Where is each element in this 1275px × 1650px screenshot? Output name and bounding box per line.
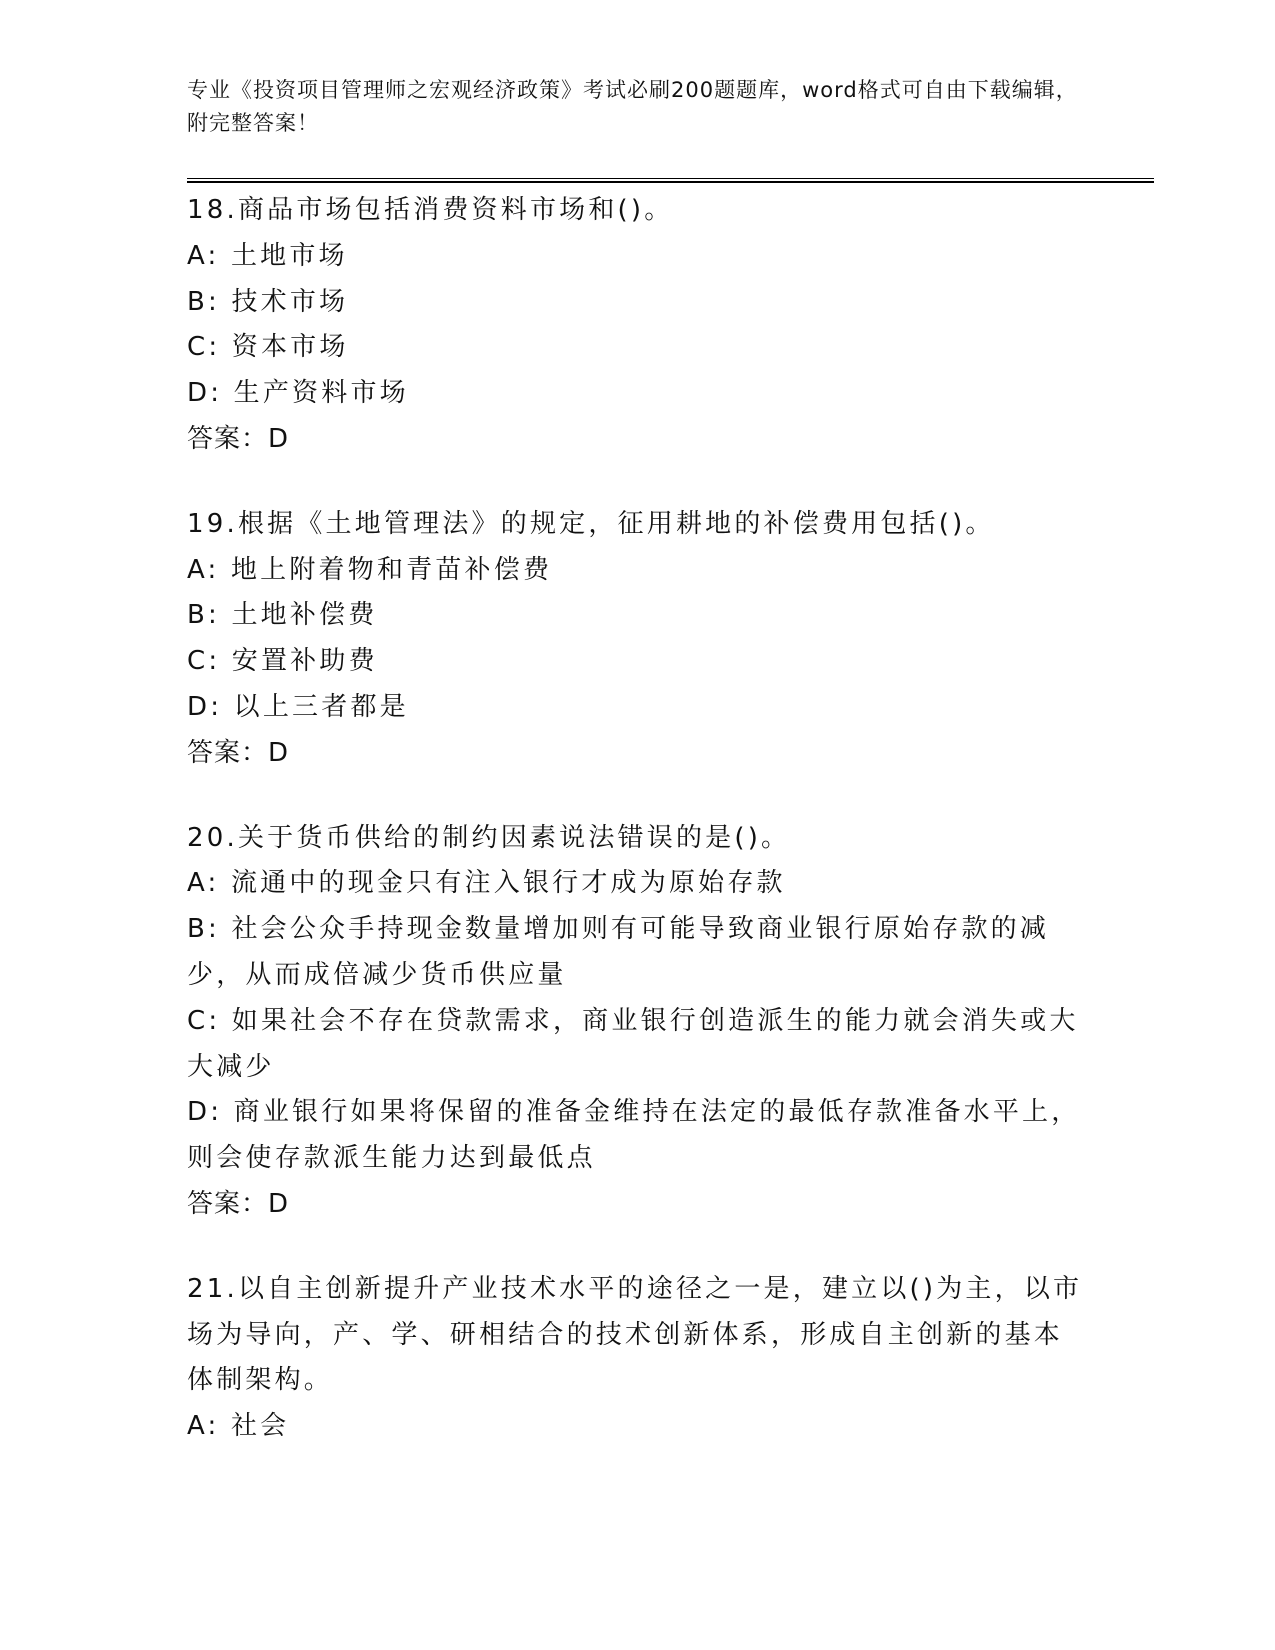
option-b: B: 土地补偿费 <box>187 600 378 631</box>
option-a: A: 土地市场 <box>187 240 348 271</box>
option-d: D: 生产资料市场 <box>187 378 409 409</box>
question-20 <box>187 816 1087 1228</box>
option-c: C: 资本市场 <box>187 332 349 363</box>
option-a: A: 社会 <box>187 1411 290 1442</box>
question-stem: 20.关于货币供给的制约因素说法错误的是()。 <box>187 822 791 853</box>
question-21 <box>187 1267 1087 1450</box>
answer-text: 答案：D <box>187 1188 290 1219</box>
page-header: 专业《投资项目管理师之宏观经济政策》考试必刷200题题库，word格式可自由下载编辑，附完整答案！ <box>187 78 1078 135</box>
option-d: D: 以上三者都是 <box>187 691 409 722</box>
question-19 <box>187 502 1087 777</box>
option-c: C: 如果社会不存在贷款需求，商业银行创造派生的能力就会消失或大大减少 <box>187 1005 1079 1082</box>
option-a: A: 地上附着物和青苗补偿费 <box>187 554 553 585</box>
question-stem: 21.以自主创新提升产业技术水平的途径之一是，建立以()为主，以市场为导向，产、学、研相结合的技术创新体系，形成自主创新的基本体制架构。 <box>187 1273 1083 1396</box>
answer-text: 答案：D <box>187 423 290 454</box>
question-stem: 19.根据《土地管理法》的规定，征用耕地的补偿费用包括()。 <box>187 508 995 539</box>
option-c: C: 安置补助费 <box>187 646 378 677</box>
option-b: B: 技术市场 <box>187 286 349 317</box>
question-list <box>187 188 1087 1489</box>
question-stem: 18.商品市场包括消费资料市场和()。 <box>187 195 674 225</box>
header-divider-thin <box>187 178 1154 179</box>
header-divider-thick <box>187 181 1154 183</box>
option-b: B: 社会公众手持现金数量增加则有可能导致商业银行原始存款的减少，从而成倍减少货币供应量 <box>187 914 1050 990</box>
option-a: A: 流通中的现金只有注入银行才成为原始存款 <box>187 868 786 899</box>
option-d: D: 商业银行如果将保留的准备金维持在法定的最低存款准备水平上，则会使存款派生能力达到最低点 <box>187 1097 1081 1174</box>
question-18 <box>187 188 1087 463</box>
answer-text: 答案：D <box>187 737 290 768</box>
